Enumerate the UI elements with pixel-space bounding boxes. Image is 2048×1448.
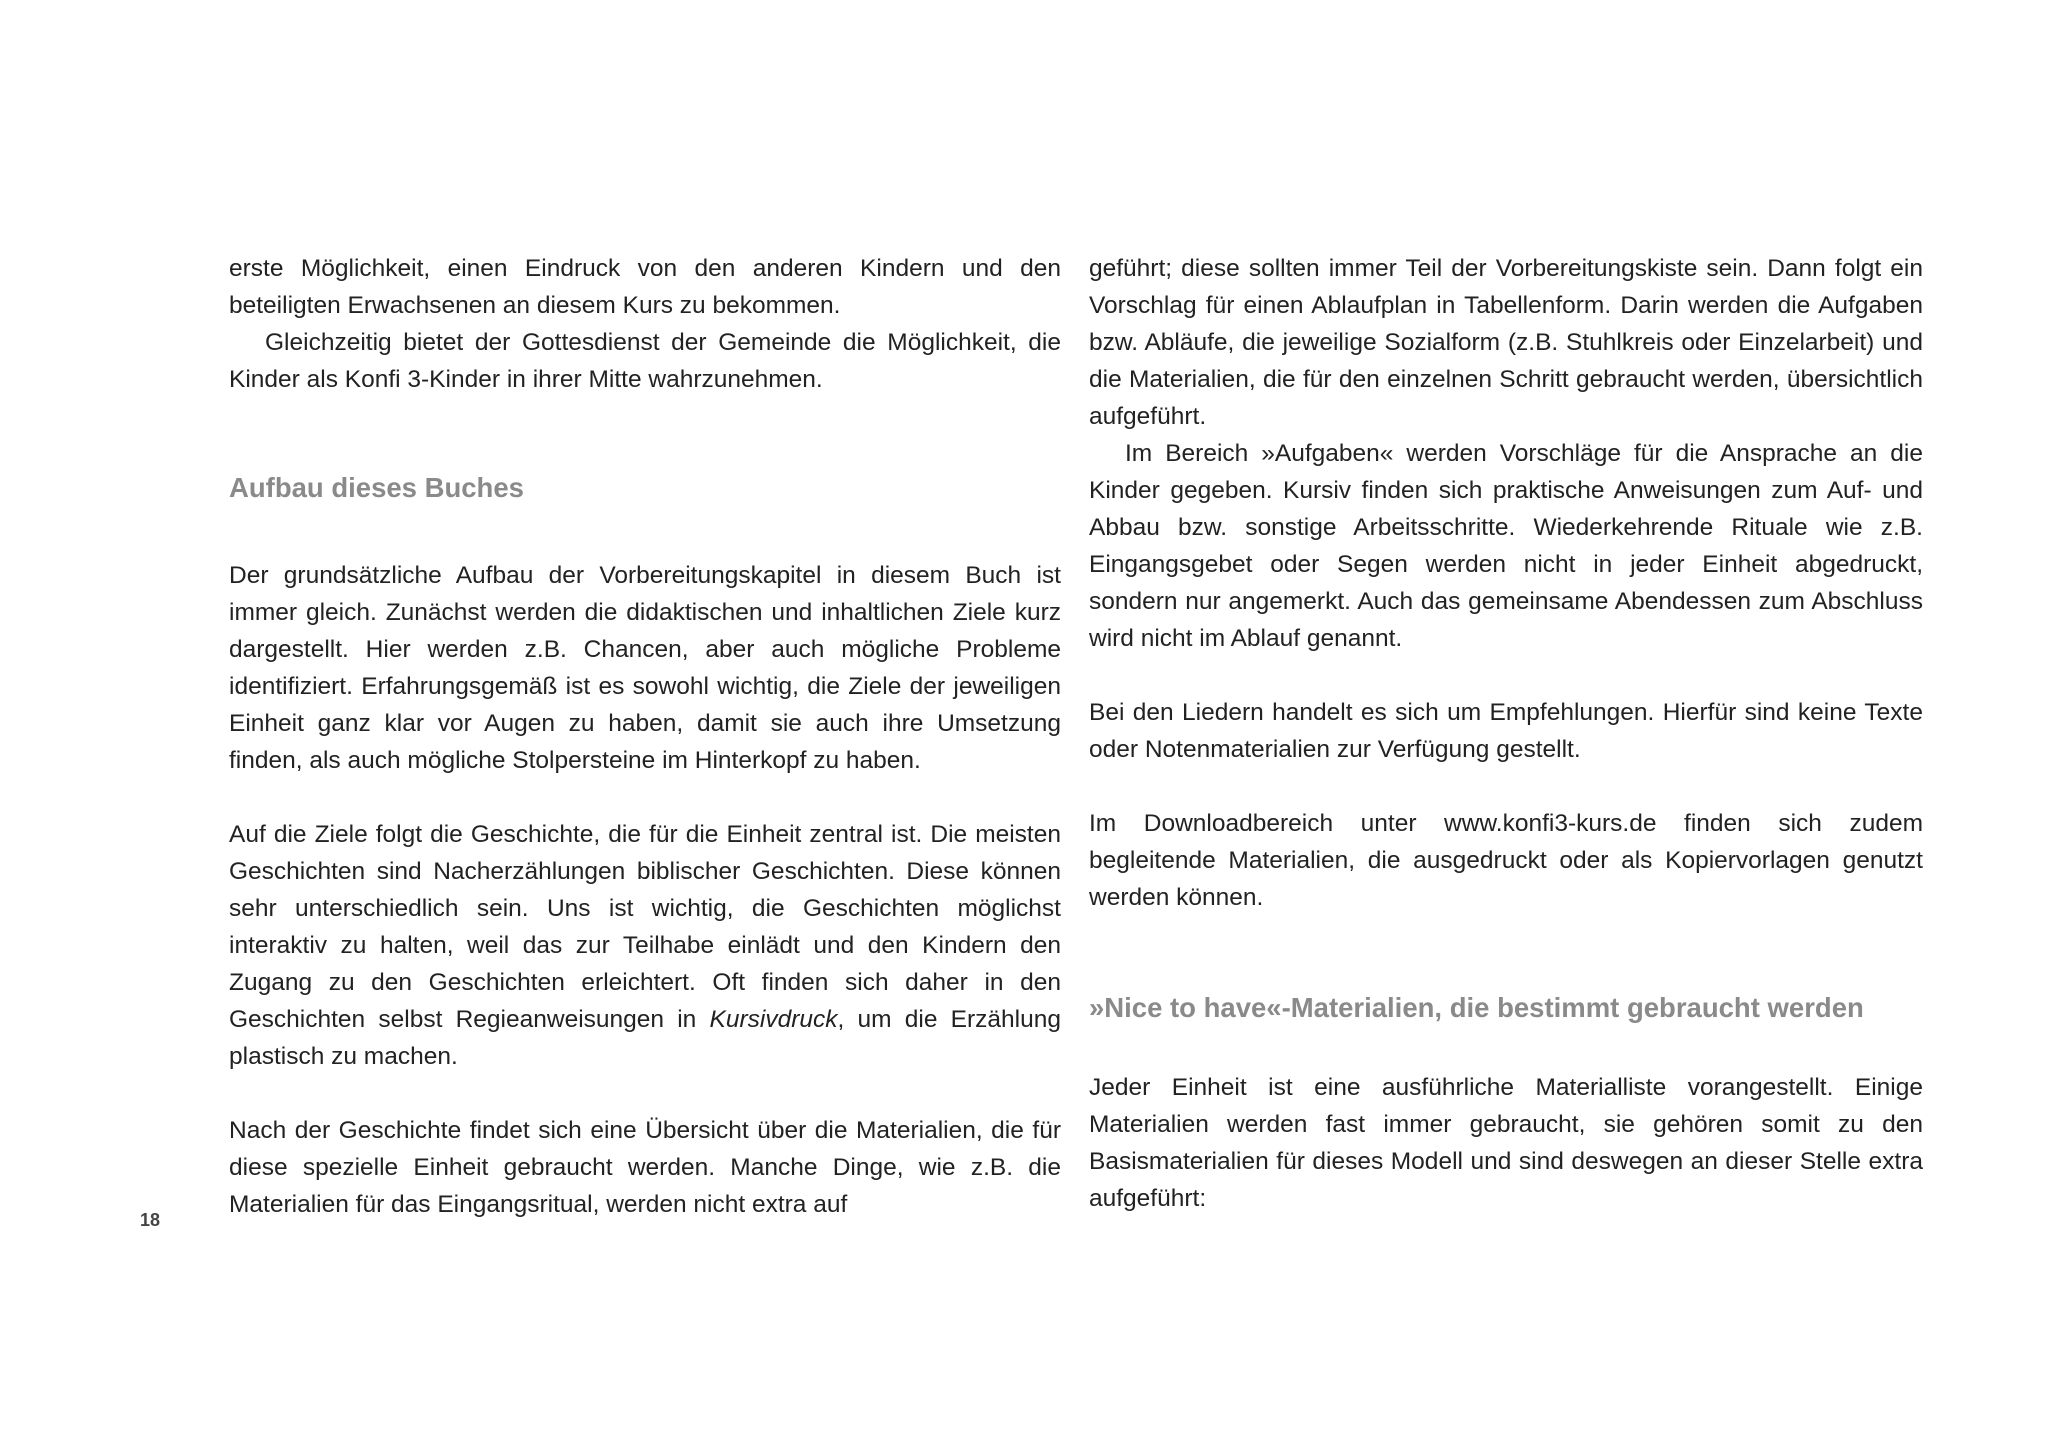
right-column [1089,250,1923,1217]
paragraph: Nach der Geschichte findet sich eine Übersicht über die Materialien, die für diese spezielle Einheit gebraucht werden. Manche Dinge, wie z.B. die Materialien für das Eingangsritual, werden nicht extra auf [229,1117,1061,1218]
section-heading: »Nice to have«-Materialien, die bestimmt gebraucht werden [1089,992,1864,1023]
paragraph-text: , um die Erzählung plastisch zu machen. [229,1006,1061,1070]
paragraph: erste Möglichkeit, einen Eindruck von den anderen Kindern und den beteiligten Erwachsenen an diesem Kurs zu bekommen. [229,255,1061,319]
paragraph: geführt; diese sollten immer Teil der Vorbereitungskiste sein. Dann folgt ein Vorschlag für einen Ablaufplan in Tabellenform. Darin werden die Aufgaben bzw. Abläufe, die jeweilige Sozialform (z.B. Stuhlkreis oder Einzelarbeit) und die Materialien, die für den einzelnen Schritt gebraucht werden, übersichtlich aufgeführt. [1089,255,1923,430]
paragraph: Jeder Einheit ist eine ausführliche Materialliste vorangestellt. Einige Materialien werden fast immer gebraucht, sie gehören somit zu den Basismaterialien für dieses Modell und sind deswegen an dieser Stelle extra aufgeführt: [1089,1074,1923,1212]
paragraph-text: Auf die Ziele folgt die Geschichte, die für die Einheit zentral ist. Die meisten Geschichten sind Nacherzählungen biblischer Geschichten. Diese können sehr unterschiedlich sein. Uns ist wichtig, die Geschichten möglichst interaktiv zu halten, weil das zur Teilhabe einlädt und den Kindern den Zugang zu den Geschichten erleichtert. Oft finden sich daher in den Geschichten selbst Regieanweisungen in [229,821,1061,1033]
paragraph: Im Bereich »Aufgaben« werden Vorschläge für die Ansprache an die Kinder gegeben. Kursiv finden sich praktische Anweisungen zum Auf- und Abbau bzw. sonstige Arbeitsschritte. Wiederkehrende Rituale wie z.B. Eingangsgebet oder Segen werden nicht in jeder Einheit abgedruckt, sondern nur angemerkt. Auch das gemeinsame Abendessen zum Abschluss wird nicht im Ablauf genannt. [1089,440,1923,652]
page-number: 18 [140,1210,161,1230]
paragraph: Der grundsätzliche Aufbau der Vorbereitungskapitel in diesem Buch ist immer gleich. Zunächst werden die didaktischen und inhaltlichen Ziele kurz dargestellt. Hier werden z.B. Chancen, aber auch mögliche Probleme identifiziert. Erfahrungsgemäß ist es sowohl wichtig, die Ziele der jeweiligen Einheit ganz klar vor Augen zu haben, damit sie auch ihre Umsetzung finden, als auch mögliche Stolpersteine im Hinterkopf zu haben. [229,562,1061,774]
section-heading: Aufbau dieses Buches [229,472,524,503]
left-column [229,250,1061,1223]
paragraph [229,816,1061,1075]
paragraph: Bei den Liedern handelt es sich um Empfehlungen. Hierfür sind keine Texte oder Notenmaterialien zur Verfügung gestellt. [1089,699,1923,763]
paragraph: Im Downloadbereich unter www.konfi3-kurs.de finden sich zudem begleitende Materialien, die ausgedruckt oder als Kopiervorlagen genutzt werden können. [1089,810,1923,911]
paragraph: Gleichzeitig bietet der Gottesdienst der Gemeinde die Möglichkeit, die Kinder als Konfi 3-Kinder in ihrer Mitte wahrzunehmen. [229,329,1061,393]
italic-text: Kursivdruck [709,1006,838,1033]
